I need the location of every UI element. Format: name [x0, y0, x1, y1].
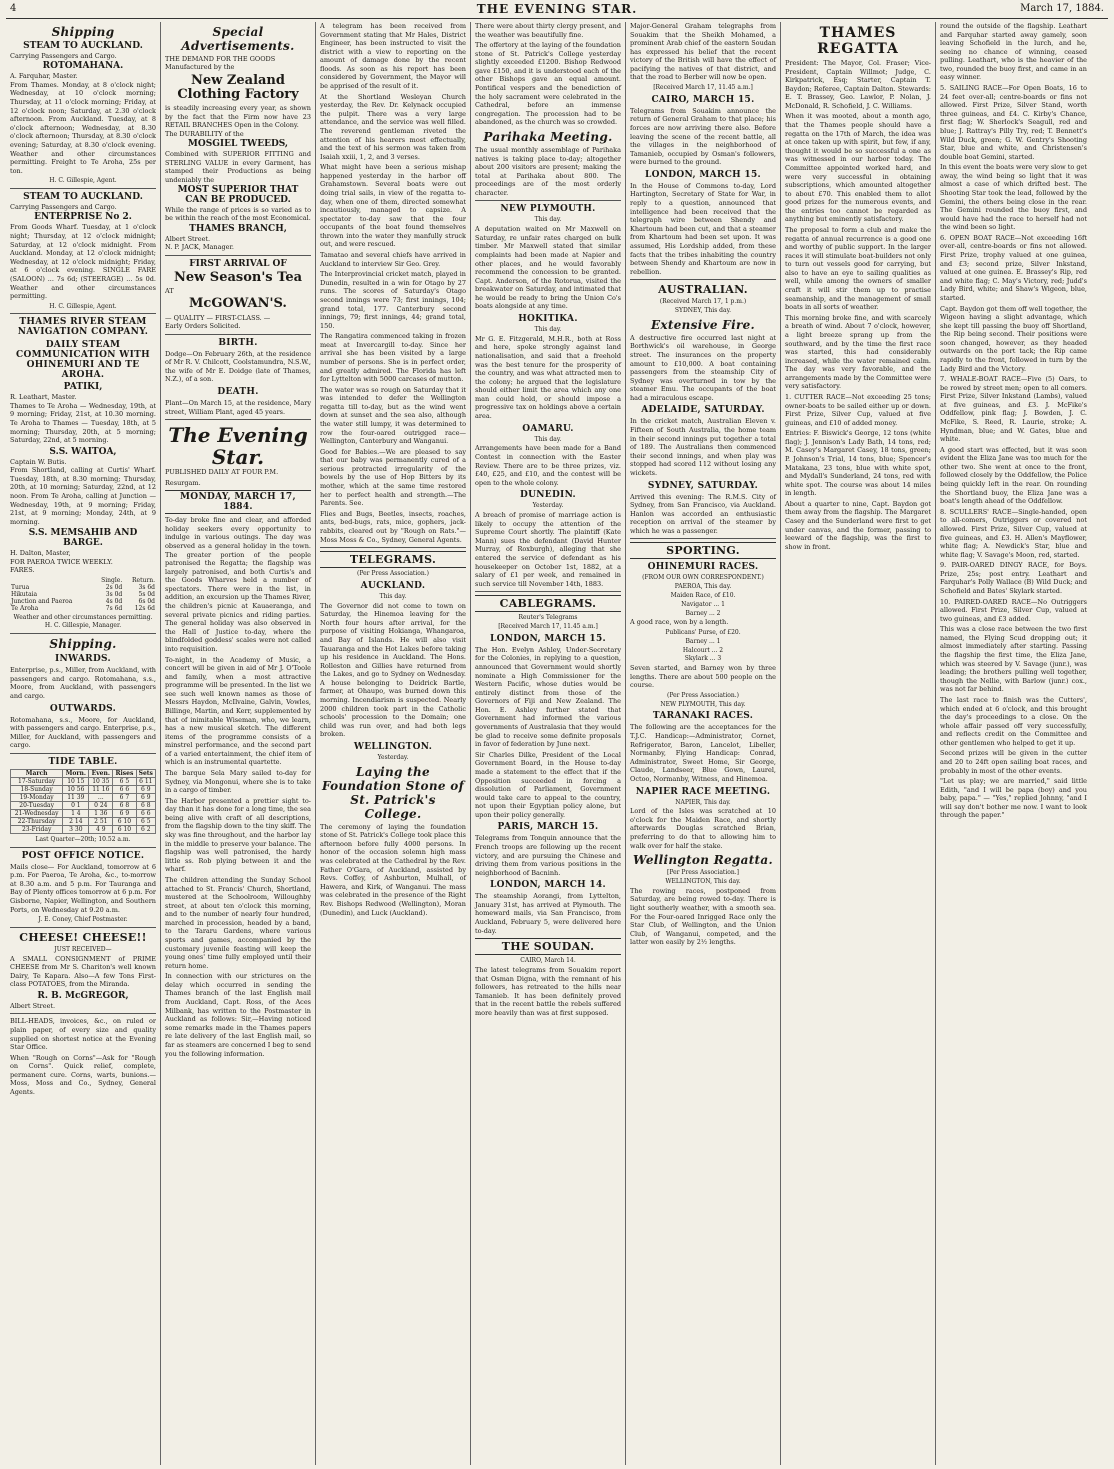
table-cell: ... [89, 793, 113, 801]
table-cell: 10 15 [63, 777, 89, 785]
table-cell: 10 35 [89, 777, 113, 785]
ad-title: New Zealand Clothing Factory [177, 72, 299, 103]
ad-title: STEAM TO AUCKLAND. [23, 192, 143, 203]
table-cell: Hikutaia [11, 590, 38, 598]
issue-date: March 17, 1884. [1020, 3, 1104, 14]
table-cell: 2s 0d [105, 583, 123, 591]
paragraph: The last race to finish was the Cutters', which ended at 6 o'clock, and this brought the day's proceedings to a close. On the whole affair passed off very successfully, and reflects credit on the Committee and other gentlemen who helped to get it up. [940, 695, 1087, 747]
table-row [11, 817, 156, 825]
ad-subtitle: Carrying Passengers and Cargo. [10, 203, 117, 212]
ad-subtitle: Manufactured by the [165, 63, 235, 72]
table-cell: 6 10 [113, 817, 136, 825]
paragraph: The Rangatira commenced taking in frozen meat at Invercargill to-day. Since her arrival she has been visited by a large number of persons. She is in perfect order, and greatly admired. The Florida has left for Lyttelton with 5000 carcases of mutton. [320, 332, 466, 384]
tide-table-title: TIDE TABLE. [48, 756, 118, 767]
paragraph: The water was so rough on Saturday that it was intended to defer the Wellington regatta till to-day, but as the wind went down at sunset and the sea also, although the water still lumpy, it was determined to row the four-oared outrigged race—Wellington, Canterbury and Wanganui. [320, 385, 466, 446]
divider [10, 753, 156, 754]
table-header-cell: Sets [136, 769, 155, 777]
paragraph: round the outside of the flagship. Leathart and Farquhar started away gamely, soon leaving Schofield in the lurch, and he, seeing no chance of winning, ceased pulling. Leathart, who is the heavier of the two, rounded the buoy first, and came in an easy winner. [940, 22, 1087, 82]
table-cell: 4 9 [89, 825, 113, 833]
table-row [11, 793, 156, 801]
agent-name: H. C. Gillespie, Agent. [49, 302, 117, 310]
table-cell: 1 4 [63, 809, 89, 817]
race-result: Barney ... 2 [685, 609, 721, 617]
table-cell: 10 56 [63, 785, 89, 793]
divider [10, 188, 156, 189]
paragraph: Seven started, and Barney won by three lengths. There are about 500 people on the course. [630, 664, 776, 690]
table-cell: 6 6 [113, 785, 136, 793]
notice-title: DEATH. [217, 386, 259, 397]
paragraph: Enterprise, p.s., Miller, from Auckland, with passengers and cargo. Rotomahana, s.s., Moore, from Auckland, with passengers and cargo. [10, 666, 156, 700]
paragraph: The Harbor presented a prettier sight to-day than it has done for a long time, the sea being alive with craft of all descriptions, from the flagship down to the tiny skiff. The sky was fine throughout, and the harbor lay in the middle to preserve your balance. The flagship was well patronised, the hardy little ss. Rob plying between it and the wharf. [165, 796, 311, 874]
paragraph: Arrived this evening: The R.M.S. City of Sydney, from San Francisco, via Auckland. Hanlon was accorded an enthusiastic reception on arrival of the steamer by which he was a passenger. [630, 492, 776, 535]
section-heading: SPORTING. [630, 542, 776, 559]
table-cell: Te Aroha [11, 604, 39, 612]
dateline: ADELAIDE, SATURDAY. [641, 405, 765, 416]
paragraph: In the cricket match, Australian Eleven v. Fifteen of South Australia, the home team in their second innings put together a total of 189. The Australians then commenced their second innings, and when play was stopped had scored 112 without losing any wickets. [630, 417, 776, 477]
table-cell: 3s 6d [138, 583, 155, 591]
table-cell: 22-Thursday [11, 817, 63, 825]
dateline-when: Yesterday. [532, 502, 564, 510]
ad-title: CHEESE! CHEESE!! [19, 930, 147, 944]
paragraph: This was a close race between the two first named, the Flying Scud dropping out; it almost immediately after starting. Passing the flagship the first time, the Eliza Jane, which was steered by V. Savage (junr.), was leading; the brothers pulling well together, though the Nellie, with Barlow (junr.) cox., was not far behind. [940, 625, 1087, 694]
table-row [10, 591, 156, 598]
table-cell: 6 7 [113, 793, 136, 801]
paragraph: The following are the acceptances for the T.J.C. Handicap:—Administrator, Cornet, Refrigerator, Baron, Lancelot, Libeller, Normanby, Flying Handicap: Conrad, Administrator, Sweet Home, Sir George, Claude, Landseer, Blue Gown, Laurel, Octoo, Normanby, Witness, and Hinemoa. [630, 723, 776, 783]
paragraph: The Interprovincial cricket match, played in Dunedin, resulted in a win for Otago by 27 runs. The scores of Saturday's Otago second innings were 73; first innings, 104; grand total, 177. Canterbury second innings, 79; first innings, 44; grand total, 150. [320, 270, 466, 330]
section-heading: Special Advertisements. [181, 25, 295, 53]
table-header-row [10, 577, 156, 584]
table-cell: 6s 0d [138, 597, 155, 605]
table-row [11, 825, 156, 833]
masthead [6, 2, 1108, 19]
paragraph: What might have been a serious mishap happened yesterday in the harbor off Grahamstown. Several boats were out doing trial sails, in view of the regatta to-day, when one of them, directed somewhat incautiously, managed to capsize. A spectator to-day saw that the four occupants of the boat found themselves thrown into the water they manfully struck out, and were rescued. [320, 163, 466, 249]
divider [10, 313, 156, 314]
race-result: Halcourt ... 2 [682, 646, 724, 654]
tea-ad [165, 259, 311, 331]
ad-text: Combined with SUPERIOR FITTING and STERLING VALUE in every Garment, has stamped their Productions as being undeniably the [165, 150, 311, 184]
dateline: DUNEDIN. [520, 490, 576, 501]
table-cell: 6 9 [136, 793, 155, 801]
section-heading: TELEGRAMS. [320, 551, 466, 568]
column-5 [626, 22, 781, 1465]
steamer-ad [10, 447, 156, 466]
ship-master: A. Farquhar, Master. [10, 72, 78, 81]
divider [10, 927, 156, 928]
paragraph: A good start was effected, but it was soon evident the Eliza Jane was too much for the other two. She went at once to the front, followed closely by the Oddfellow, the Police being quickly left in the rear. On rounding the Shortland buoy, the Eliza Jane was a boat's length ahead of the Oddfellow. [940, 445, 1087, 506]
paragraph: In this event the boats were very slow to get away, the wind being so light that it was almost a case of which drifted best. The Shooting Star took the lead, followed by the Gemini, the others being close in the rear. The Gemini rounded the buoy first, and would have had the race to herself had not the wind been so light. [940, 163, 1087, 232]
table-row [11, 801, 156, 809]
clothing-factory-ad [165, 55, 311, 252]
source-line: [Per Press Association.] [667, 869, 739, 877]
source-line: (Per Press Association.) [357, 570, 429, 578]
paragraph: A destructive fire occurred last night at Borthwick's oil warehouse, in George street. The insurances on the property amount to £10,000. A boat containing passengers from the steamship City of Sydney was overturned in tow by the steamer Emu. The occupants of the boat had a miraculous escape. [630, 333, 776, 402]
notice-title: POST OFFICE NOTICE. [21, 850, 145, 861]
race-result: Skylark ... 3 [684, 655, 722, 663]
dateline-when: PAEROA, This day. [674, 583, 732, 591]
ad-text: AT [165, 287, 174, 296]
dateline-when: This day. [534, 435, 562, 443]
divider [10, 1013, 156, 1014]
table-cell: 6 6 [136, 809, 155, 817]
dateline-when: Yesterday. [377, 753, 409, 761]
table-cell: 11 39 [63, 793, 89, 801]
paragraph: Plant—On March 15, at the residence, Mary street, William Plant, aged 45 years. [165, 398, 311, 416]
paragraph: Entries: F. Biswick's George, 12 tons (white flag); J. Jennison's Lady Bath, 14 tons, red; M. Casey's Margaret Casey, 18 tons, green; P. Johnson's Trial, 14 tons, blue; Spencer's Matakana, 23 tons, blue with white spot, and Mydall's Sunderland, 24 tons, red with white spot. The course was about 14 miles in length. [785, 429, 931, 498]
paragraph: Tamatao and several chiefs have arrived in Auckland to interview Sir Geo. Grey. [320, 251, 466, 268]
divider [10, 633, 156, 634]
service-title: DAILY STEAM COMMUNICATION WITH OHINEMURI AND TE AROHA. [16, 340, 150, 381]
dateline: LONDON, MARCH 14. [490, 880, 606, 891]
ad-kicker: THE DEMAND FOR THE GOODS [165, 55, 276, 63]
advertiser-name: R. B. McGREGOR, [37, 990, 129, 1001]
table-cell: 6 8 [113, 801, 136, 809]
divider [630, 279, 776, 280]
divider [10, 847, 156, 848]
paragraph: Telegrams from Tonquin announce that the French troops are following up the recent victory, and are pursuing the Chinese and driving them from various positions in the neighborhood of Bacninh. [475, 834, 621, 877]
dateline: HOKITIKA. [518, 313, 578, 324]
paragraph: Mails close— For Auckland, tomorrow at 6 p.m. For Paeroa, Te Aroha, &c., to-morrow at 8.30 a.m. and 5 p.m. For Tauranga and Bay of Plenty offices tomorrow at 6 p.m. For Gisborne, Napier, Wellington, and Southern Ports, on Wednesday at 9.20 a.m. [10, 862, 156, 914]
ad-text: The DURABILITY of the [165, 129, 244, 138]
section-heading: Shipping. [49, 637, 117, 652]
ad-text: While the range of prices is so varied as to be within the reach of the most Economical. [165, 205, 311, 223]
race-entry: 1. CUTTER RACE—Not exceeding 25 tons; owner-boats to be sailed either up or down. First Prize, Silver Cup, valued at five guineas, and £10 of added money. [785, 392, 931, 427]
dateline: WELLINGTON. [353, 741, 433, 752]
paragraph: The children attending the Sunday School attached to St. Francis' Church, Shortland, mustered at the Schoolroom, Willoughby street, at about ten o'clock this morning, and to the number of nearly four hundred, marched in procession, headed by a band, to the Tararu Gardens, where various sports and games, accompanied by the customary juvenile feasting will keep the young ones' time fully employed until their return home. [165, 875, 311, 970]
paragraph: The Governor did not come to town on Saturday, the Hinemoa leaving for the North four hours after arrival, for the purpose of visiting Hokianga, Whangaroa, and Bay of Islands. He will also visit Tauaranga and the Hot Lakes before taking up his residence in Auckland. The Hons. Rolleston and Gillies have returned from the Lakes, and go to Sydney on Wednesday. A house belonging to Deidrick Bartle, farmer, at Ohaupo, was burned down this morning. Incendiarism is suspected. Nearly 2000 children took part in the Catholic schools' procession to the Domain; one child was run over, and had both legs broken. [320, 601, 466, 739]
section-heading: AUSTRALIAN. [658, 283, 748, 297]
paragraph: A breach of promise of marriage action is likely to occupy the attention of the Supreme Court shortly. The plaintiff (Kate Mann) sues the defendant (David Hunter Murray, of Roxburgh), alleging that she entered the service of defendant as his housekeeper on October 1st, 1882, at a salary of £1 per week, and remained in such service till November 14th, 1883. [475, 511, 621, 588]
race-title: Publicans' Purse, of £20. [665, 628, 741, 636]
paragraph: Second prizes will be given in the cutter and 20 to 24ft open sailing boat races, and probably in most of the other events. [940, 749, 1087, 775]
divider [475, 591, 621, 592]
ad-kicker: FIRST ARRIVAL OF [189, 258, 287, 269]
divider [165, 334, 311, 335]
flag-motto: Resurgam. [165, 478, 201, 487]
table-cell: 0 24 [89, 801, 113, 809]
ad-claim: MOST SUPERIOR THAT CAN BE PRODUCED. [177, 184, 299, 205]
paragraph: This morning broke fine, and with scarcely a breath of wind. About 7 o'clock, however, a light breeze sprang up from the southward, and by the time the first race was started, this had considerably increased, while the water remained calm. The day was very favorable, and the arrangements made by the Committee were very satisfactory. [785, 313, 931, 391]
column-2 [161, 22, 316, 1465]
race-entry: 6. OPEN BOAT RACE—Not exceeding 16ft over-all, centre-boards or fins not allowed. First Prize, trophy valued at one guinea, and £3; second prize, Silver Inkstand, valued at one guinea. E. Brassey's Rip, red and white flag; C. May's Victory, red; Judd's Lady Bird, white; and Shaw's Wigeon, blue, started. [940, 233, 1087, 302]
branch-manager: N. P. JACK, Manager. [165, 243, 234, 252]
divider [475, 200, 621, 201]
dateline: PARIS, MARCH 15. [497, 822, 599, 833]
steamer-ad [10, 41, 156, 81]
ship-name: S.S. WAITOA, [49, 446, 117, 457]
ship-master: H. Dalton, Master, [10, 549, 71, 558]
timetable-text: Thames to Te Aroha — Wednesday, 19th, at 9 morning; Friday, 21st, at 10.30 morning. Te Aroha to Thames — Tuesday, 18th, at 5 morning; Thursday, 20th, at 5 morning; Saturday, 22nd, at 5 morning. [10, 401, 156, 445]
advertiser [10, 991, 156, 1010]
column-6 [781, 22, 936, 1465]
article-headline: NAPIER RACE MEETING. [635, 786, 771, 797]
agent-name: H. C. Gillespie, Manager. [44, 622, 122, 630]
steamer-ad [10, 528, 156, 574]
table-cell: 2 51 [89, 817, 113, 825]
paragraph: BILL-HEADS, invoices, &c., on ruled or plain paper, of every size and quality supplied on shortest notice at the Evening Star Office. [10, 1017, 156, 1052]
paragraph: The Hon. Evelyn Ashley, Under-Secretary for the Colonies, in replying to a question, announced that Government would shortly nominate a High Commissioner for the Western Pacific, whose duties would be entirely distinct from those of the Governors of Fiji and New Zealand. The Hon. E. Ashley further stated that Government had informed the various governments of Australasia that they would be glad to receive some definite proposals in favor of federation by June next. [475, 645, 621, 749]
ad-text: — QUALITY — FIRST-CLASS. — [165, 313, 271, 322]
column-4 [471, 22, 626, 1465]
branch-name: THAMES BRANCH, [189, 223, 287, 234]
table-cell: 6 5 [136, 817, 155, 825]
paragraph: The proposal to form a club and make the regatta of annual recurrence is a good one and worthy of public support. In the larger races it will stimulate boat-builders not only to turn out vessels good for carrying, but also to have an eye to sailing qualities as well, while among the owners of smaller craft it will stir them up to practise seamanship, and the management of small boats in all sorts of weather. [785, 225, 931, 312]
branch-address: Albert Street. [165, 234, 211, 243]
dateline-when: This day. [534, 325, 562, 333]
table-cell: Junction and Paeroa [11, 597, 73, 605]
dateline: OAMARU. [522, 423, 574, 434]
ship-master: R. Leathart, Master. [10, 393, 77, 402]
dateline-when: NAPIER, This day. [675, 798, 731, 806]
paragraph: There were about thirty clergy present, and the weather was beautifully fine. [475, 22, 621, 39]
table-cell: 19-Monday [11, 793, 63, 801]
moon-phase-note: Last Quarter—20th; 10.52 a.m. [35, 835, 131, 843]
paragraph: The offertory at the laying of the foundation stone of St. Patrick's College yesterday slightly exceeded £1200. Bishop Redwood gave £150, and it is understood each of the other Bishops gave an equal amount. Pontifical vespers and the benediction of the holy sacrament were celebrated in the Cathedral, before an immense congregation. The procession had to be abandoned, as the church was so crowded. [475, 41, 621, 127]
paragraph: A telegram has been received from Government stating that Mr Hales, District Engineer, has been instructed to visit the district with a view to reporting on the amount of damage done by the recent floods. As soon as his report has been considered by Government, the Mayor will be apprised of the result of it. [320, 22, 466, 91]
table-row [11, 785, 156, 793]
paragraph: In the House of Commons to-day, Lord Hartington, Secretary of State for War, in reply to a question, announced that intelligence had been received that the telegraph wire between Shendy and Khartoum had been cut, and that a steamer from Khartoum had been set upon. It was assumed, His Lordship added, from these facts that the tribes inhabiting the country between Shendy and Khartoum are now in rebellion. [630, 181, 776, 276]
table-cell: 6 9 [113, 809, 136, 817]
table-row [11, 809, 156, 817]
subheading: OUTWARDS. [49, 703, 117, 714]
table-cell: 4s 0d [105, 597, 123, 605]
ad-subtitle: Carrying Passengers and Cargo. [10, 52, 117, 60]
ad-text: Early Orders Solicited. [165, 322, 241, 331]
paragraph: "Let us play; we are married," said little Edith, "and I will be papa (boy) and you baby, papa." — "Yes," replied Johnny, "and I will say don't bother me now. I want to look through the paper." [940, 777, 1087, 820]
article-headline: TARANAKI RACES. [652, 711, 754, 722]
paragraph: The usual monthly assemblage of Parihaka natives is taking place to-day; altogether about 200 visitors are present; making the total at Parihaka about 800. The proceedings are of the most orderly character. [475, 145, 621, 197]
fares-table [10, 577, 156, 612]
received-line: [Received March 17, 11.45 a.m.] [653, 84, 753, 92]
dateline-when: This day. [379, 592, 407, 600]
newspaper-flag: The Evening Star. [168, 423, 308, 470]
paragraph: In connection with our strictures on the delay which occurred in sending the Thames branch of the last English mail from Auckland, Capt. Ross, of the Aces Milbank, has written to the Postmaster in Auckland as follows: Sir,—Having noticed some remarks made in the Thames papers re late delivery of the last English mail, so far as steamers are concerned I beg to send you the following information. [165, 972, 311, 1058]
table-cell: 6 2 [136, 825, 155, 833]
article-headline: Laying the Foundation Stone of St. Patrick's College. [321, 764, 465, 821]
paragraph: Sir Charles Dilke, President of the Local Government Board, in the House to-day made a statement to the effect that if the Opposition succeeded in forcing a dissolution of Parliament, Government would take care to appeal to the country, not upon their Egyptian policy alone, but upon their policy generally. [475, 750, 621, 819]
timetable-text: From Goods Wharf. Tuesday, at 1 o'clock night; Thursday, at 12 o'clock midnight; Saturday, at 12 o'clock midnight. From Auckland. Monday, at 12 o'clock midnight; Wednesday, at 12 o'clock midnight; Friday, at 6 o'clock evening. SINGLE FARE (SALOON) ... 7s 6d; (STEERAGE) ... 5s 0d. Weather and other circumstances permitting. [10, 223, 156, 301]
advertiser-name: McGOWAN'S. [189, 296, 287, 312]
table-header-cell: Even. [89, 769, 113, 777]
signature: J. E. Coney, Chief Postmaster. [38, 916, 128, 924]
dateline-when: WELLINGTON, This day. [665, 878, 741, 886]
divider [320, 547, 466, 548]
paragraph: Major-General Graham telegraphs from Souakim that the Sheikh Mohamed, a prominent Arab chief of the eastern Soudan has expressed his belief that the recent victory of the British will have the effect of pacifying the natives of that district, and that the road to Berber will now be open. [630, 22, 776, 82]
received-line: [Received March 17, 11.45 a.m.] [498, 623, 598, 631]
dateline: LONDON, MARCH 15. [645, 169, 761, 180]
timetable-text: From Shortland, calling at Curtis' Wharf. Tuesday, 18th, at 8.30 morning; Thursday, 20th, at 10 morning; Saturday, 22nd, at 12 noon. From Te Aroha, calling at Junction — Wednesday, 19th, at 9 morning; Friday, 21st, at 9 morning; Monday, 24th, at 9 morning. [10, 466, 156, 526]
section-heading: THE SOUDAN. [475, 938, 621, 955]
race-entry: 7. WHALE-BOAT RACE—Five (5) Oars, to be rowed by street men; open to all comers. First Prize, Silver Inkstand (Lambs), valued at five guineas, and £3. J. McFike's Oddfellow, pink flag; J. Bowden, J. C. McFike, S. Reed, R. Laurie, stroke; A. Hyndman, blue; and W. Gates, blue and white. [940, 375, 1087, 444]
dateline: AUCKLAND. [360, 580, 426, 591]
column-1 [6, 22, 161, 1465]
table-header-cell: Single. [101, 576, 123, 584]
steamer-ad [10, 192, 156, 222]
agent-name: H. C. Gillespie, Agent. [49, 177, 117, 185]
table-cell: 6 9 [136, 785, 155, 793]
timetable-text: From Thames. Monday, at 8 o'clock night; Wednesday, at 10 o'clock morning; Thursday, at 11 o'clock morning; Friday, at 12 o'clock noon; Saturday, at 2.30 o'clock afternoon. From Auckland. Tuesday, at 8 o'clock afternoon; Wednesday, at 8.30 o'clock afternoon; Thursday, at 8.30 o'clock evening; Saturday, at 8.30 o'clock evening. Weather and other circumstances permitting. Freight to Te Aroha, 25s per ton. [10, 80, 156, 175]
race-result: Navigator ... 1 [681, 600, 725, 608]
paragraph: Telegrams from Souakim announce the return of General Graham to that place; his forces are now arriving there also. Before leaving the scene of the recent battle, all the villages in the neighborhood of Tamanieb, occupied by Osman's followers, were burned to the ground. [630, 106, 776, 167]
ship-name: ROTOMAHANA. [42, 61, 124, 72]
table-header-cell: March [11, 769, 63, 777]
advertiser-address: Albert Street. [10, 1001, 56, 1010]
table-cell: 6 11 [136, 777, 155, 785]
source-line: Reuter's Telegrams [518, 614, 578, 622]
article-headline: Extensive Fire. [650, 317, 755, 332]
received-line: (Received March 17, 1 p.m.) [659, 298, 747, 306]
table-cell: 23-Friday [11, 825, 63, 833]
tide-table [10, 769, 156, 834]
paragraph: Mr G. E. Fitzgerald, M.H.R., both at Ross and here, spoke strongly against land nationalisation, and said that a freehold was the best tenure for the prosperity of the country, and was what attracted men to the colony; he argued that the legislature should either limit the area which any one man could hold, or should impose a progressive tax on holdings above a certain area. [475, 334, 621, 420]
column-7 [936, 22, 1091, 1465]
table-cell: 3 30 [63, 825, 89, 833]
paragraph: To-night, in the Academy of Music, a concert will be given in aid of Mr J. O'Toole and family, when a most attractive programme will be presented. In the list we see such well known names as those of Messrs Haydon, McIlvaine, Galvin, Vowles, Billinge, Martin, and Kerr, supplemented by that of inimitable Wiseman, who, we learn, has a new musical sketch. The different items of the programme consists of a minstrel performance, and the second part of a varied entertainment, the chief item of which is an instrumental quartette. [165, 655, 311, 767]
table-row [10, 598, 156, 605]
table-cell: 6 5 [113, 777, 136, 785]
divider [165, 255, 311, 256]
paragraph: When it was mooted, about a month ago, that the Thames people should have a regatta on the 17th of March, the idea was at once taken up with spirit, but few, if any, thought it would be so successful a one as was witnessed in our harbor today. The Committee appointed worked hard, and were very successful in obtaining subscriptions, which amounted altogether to about £70. This enabled them to allot good prizes for the numerous events, and the entries too cannot be regarded as anything but eminently satisfactory. [785, 112, 931, 224]
race-result: Barney ... 1 [685, 637, 721, 645]
issue-dateline: MONDAY, MARCH 17, 1884. [165, 490, 311, 514]
divider [630, 538, 776, 539]
table-cell: 1 36 [89, 809, 113, 817]
table-row [10, 605, 156, 612]
paragraph: The rowing races, postponed from Saturday, are being rowed to-day. There is light southerly weather, with a smooth sea. For the Four-oared Inrigged Race only the Star Club, of Wellington, and the Union Club, of Wanganui, competed, and the latter won easily by 2½ lengths. [630, 886, 776, 947]
column-3 [316, 22, 471, 1465]
paragraph: Rotomahana, s.s., Moore, for Auckland, with passengers and cargo. Enterprise, p.s., Miller, for Auckland, with passengers and cargo. [10, 715, 156, 750]
ad-product: MOSGIEL TWEEDS, [187, 139, 289, 150]
table-header-cell: Rises [113, 769, 136, 777]
ship-name: ENTERPRISE No 2. [34, 212, 132, 223]
ship-master: Captain W. Butis. [10, 457, 67, 466]
paragraph: Arrangements have been made for a Band Contest in connection with the Easter Review. There are to be three prizes, viz. £40, £25, and £10, and the contest will be open to the whole colony. [475, 444, 621, 487]
service-frequency: FOR PAEROA TWICE WEEKLY. [10, 557, 113, 566]
paragraph: When "Rough on Corns"—Ask for "Rough on Corns". Quick relief, complete, permanent cure. Corns, warts, bunions.—Moss, Moss and Co., Sydney, General Agents. [10, 1053, 156, 1097]
table-cell: 5s 0d [138, 590, 155, 598]
article-headline: OHINEMURI RACES. [647, 562, 759, 573]
race-entry: 5. SAILING RACE—For Open Boats, 16 to 24 feet over-all; centre-boards or fins not allowed. First Prize, Silver Stand, worth three guineas, and £4. C. Kirby's Chance, first flag; W. Sherlock's Seagull, red and blue; J. Rattray's Pilly Try, red; T. Bennett's Wild Duck, green; G. W. Gentry's Shooting Star, blue and white, and Christensen's double boat Gemini, started. [940, 84, 1087, 161]
newspaper-title: THE EVENING STAR. [476, 2, 638, 16]
table-row [11, 777, 156, 785]
table-header-cell: Return. [132, 576, 155, 584]
paragraph: The ceremony of laying the foundation stone of St. Patrick's College took place this afternoon before fully 4000 persons. In honor of the occasion solemn high mass was celebrated at the Cathedral by the Rev. Father O'Gara, of Auckland, assisted by Revs. Coffey, of Ashburton, Mulhall, of Hawera, and Kirk, of Wanganui. The mass was celebrated in the presence of the Right Rev. Bishops Redwood (Wellington), Moran (Dunedin), and Luck (Auckland). [320, 822, 466, 917]
paragraph: To-day broke fine and clear, and afforded holiday seekers every opportunity to indulge in various outings. The day was observed as a general holiday in the town. The greater portion of the people patronised the Regatta; the flagship was largely patronised, and both Curtis's and the Goods Wharves held a number of spectators. There were in the list, in addition, an excursion up the Thames River, the children's picnic at Kauaeranga, and several private picnics and riding parties. The general holiday was also observed in the Hall of Justice to-day, where the blindfolded goddess' scales were not called into requisition. [165, 516, 311, 653]
paragraph: A good race, won by a length. [630, 618, 729, 627]
paragraph: Lord of the Isles was scratched at 10 o'clock for the Maiden Race, and shortly afterwards Douglas scratched Brian, preferring to do that to allowing him to walk over for half the stake. [630, 807, 776, 850]
fares-note: Weather and other circumstances permitting. [13, 613, 153, 621]
article-headline: Wellington Regatta. [633, 853, 773, 868]
table-header-cell [10, 577, 93, 584]
divider [165, 419, 311, 420]
table-cell: 2 14 [63, 817, 89, 825]
ship-name: PATIKI, [63, 382, 103, 393]
article-headline: Parihaka Meeting. [483, 129, 613, 144]
paragraph: President: The Mayor, Col. Fraser; Vice-President, Captain Willmot; Judge, C. Kirkpatrick, Esq; Starter, Captain T. Baydon; Referee, Captain Dalton. Stewards: E. T. Brassey, Geo. Lawlor, P. Nolan, J. McDonald, R. Schofield, J. C. Williams. [785, 59, 931, 110]
dateline: NEW PLYMOUTH. [500, 204, 596, 215]
section-heading: Shipping [51, 25, 115, 39]
columns [6, 22, 1108, 1465]
race-title: Maiden Race, of £10. [670, 592, 736, 599]
paragraph: A deputation waited on Mr Maxwell on Saturday, re unfair rates charged on bulk timber. Mr Maxwell stated that similar complaints had been made at Napier and other places, and he would favorably recommend the concession to be granted. Capt. Anderson, of the Rotorua, visited the breakwater on Saturday, and intimated that he would be ready to bring the Union Co's boats alongside at any time. [475, 225, 621, 311]
steamer-ad [10, 382, 156, 401]
table-cell: 6 8 [136, 801, 155, 809]
table-cell: 6 10 [113, 825, 136, 833]
section-heading: CABLEGRAMS. [475, 595, 621, 612]
paragraph: About a quarter to nine, Capt. Baydon got them away from the flagship. The Margaret Casey and the Sunderland were first to get under canvas, and the former, passing to leeward of the flagship, was the first to show in front. [785, 499, 931, 551]
table-cell: 7s 6d [105, 604, 123, 612]
table-cell: 0 1 [63, 801, 89, 809]
table-cell: 18-Sunday [11, 785, 63, 793]
table-cell: 3s 0d [105, 590, 123, 598]
table-cell: 11 16 [89, 785, 113, 793]
table-header-cell: Morn. [63, 769, 89, 777]
table-header-row [11, 769, 156, 777]
subheading: INWARDS. [55, 654, 111, 665]
paragraph: Flies and Bugs, Beetles, insects, roaches, ants, bed-bugs, rats, mice, gophers, jack-rabbits, cleared out by "Rough on Rats."—Moss Moss & Co., Sydney, General Agents. [320, 509, 466, 544]
race-entry: 8. SCULLERS' RACE—Single-handed, open to all-comers, Outriggers or covered not allowed. First Prize, Silver Cup, valued at five guineas, and £3. H. Allen's Mayflower, white flag; A. Newdick's Star, blue and white flag; V. Savage's Moon, red, started. [940, 507, 1087, 559]
ad-title: STEAM TO AUCKLAND. [23, 41, 143, 51]
ad-subtitle: JUST RECEIVED— [54, 945, 112, 953]
paragraph: Capt. Baydon got them off well together, the Wigeon having a slight advantage, which she kept till passing the buoy off Shortland, the Rip being second. Their positions were soon changed, however, as they headed outwards on the port tack; the Rip came rapidly to the front, followed in turn by the Lady Bird and the Victory. [940, 304, 1087, 373]
flag-subtitle: PUBLISHED DAILY AT FOUR P.M. [165, 468, 279, 477]
table-row [10, 584, 156, 591]
dateline: LONDON, MARCH 15. [490, 633, 606, 644]
ad-text: is steadily increasing every year, as shown by the fact that the Firm now have 23 RETAIL BRANCHES Open in the Colony. [165, 104, 311, 130]
paragraph: The barque Sela Mary sailed to-day for Sydney, via Mongonui, where she is to take in a cargo of timber. [165, 769, 311, 795]
table-cell: 12s 6d [134, 604, 155, 612]
page-number: 4 [10, 3, 17, 14]
dateline-when: NEW PLYMOUTH, This day. [660, 700, 746, 708]
race-entry: 9. PAIR-OARED DINGY RACE, for Boys. Prize, 25s; post entry. Leathart and Farquhar's Polly Wallace (B) Wild Duck; and Schofield and Bates' Skylark started. [940, 561, 1087, 595]
source-line: (Per Press Association.) [667, 691, 739, 699]
ad-title: New Season's Tea [173, 269, 303, 285]
source-line: (FROM OUR OWN CORRESPONDENT.) [642, 574, 764, 582]
table-cell: 21-Wednesday [11, 809, 63, 817]
paragraph: At the Shortland Wesleyan Church yesterday, the Rev. Dr. Kelynack occupied the pulpit. There was a very large attendance, and the service was well filled. The reverend gentleman riveted the attention of his hearers most effectually, and the text of his sermon was taken from Isaiah xxiii, 1, 2, and 3 verses. [320, 92, 466, 161]
company-title: THAMES RIVER STEAM NAVIGATION COMPANY. [17, 317, 149, 338]
paragraph: The steamship Aorangi, from Lyttelton, January 31st, has arrived at Plymouth. The homeward mails, via San Francisco, from Auckland, February 5, were delivered here to-day. [475, 892, 621, 935]
table-cell: 17-Saturday [11, 777, 63, 785]
paragraph: Good for Babies.—We are pleased to say that our baby was permanently cured of a serious protracted irregularity of the bowels by the use of Hop Bitters by its mother, which at the same time restored her to perfect health and strength.—The Parents. See. [320, 447, 466, 508]
article-headline: THAMES REGATTA [817, 25, 899, 57]
notice-title: BIRTH. [218, 337, 258, 348]
paragraph: A SMALL CONSIGNMENT of PRIME CHEESE from Mr S. Chariton's well known Dairy, Te Kapara. Also—A few Tons First-class POTATOES, from the Miranda. [10, 954, 156, 989]
dateline: CAIRO, MARCH 15. [651, 94, 755, 105]
dateline-when: SYDNEY, This day. [674, 307, 732, 315]
race-entry: 10. PAIRED-OARED RACE—No Outriggers allowed. First Prize, Silver Cup, valued at two guineas, and £3 added. [940, 597, 1087, 623]
dateline-when: This day. [534, 216, 562, 224]
table-cell: 20-Tuesday [11, 801, 63, 809]
paragraph: Dodge—On February 26th, at the residence of Mr R. V. Chilcott, Coolstamundra, N.S.W., the wife of Mr E. Doidge (late of Thames, N.Z.), of a son. [165, 349, 311, 384]
table-cell: Turua [11, 583, 30, 591]
ship-name: S.S. MEMSAHIB AND BARGE. [28, 528, 138, 549]
fares-heading: FARES. [10, 566, 35, 575]
paragraph: The latest telegrams from Souakim report that Osman Digna, with the remnant of his followers, has retreated to the hills near Tamanieb. It has been definitely proved that in the recent battle the rebels suffered more heavily than was at first supposed. [475, 965, 621, 1017]
dateline-when: CAIRO, March 14. [520, 957, 576, 965]
dateline: SYDNEY, SATURDAY. [647, 480, 759, 491]
